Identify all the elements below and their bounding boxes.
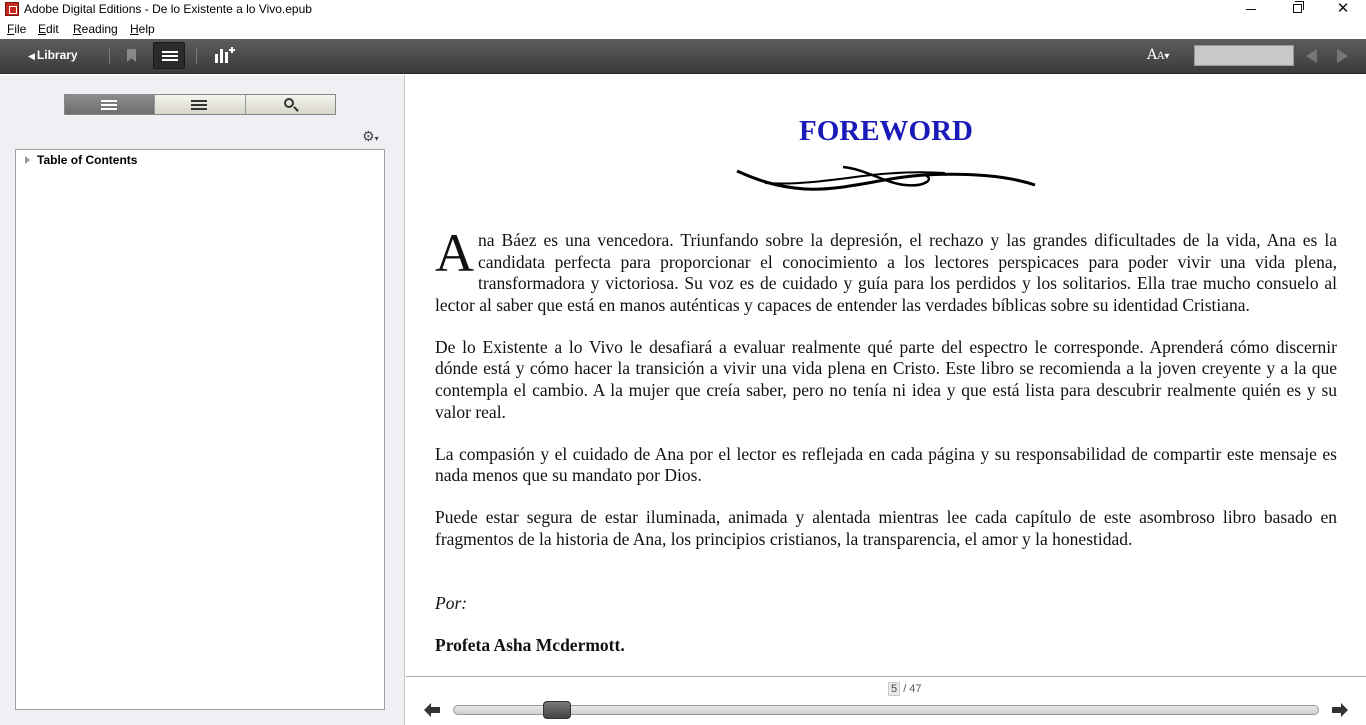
- sidebar: [0, 75, 405, 725]
- total-pages: / 47: [903, 683, 922, 695]
- author-name: Profeta Asha Mcdermott.: [435, 634, 625, 655]
- title-bar: [0, 0, 1366, 20]
- next-page-icon[interactable]: [1337, 49, 1348, 63]
- page-slider-thumb[interactable]: [543, 701, 571, 719]
- next-page-arrow-icon[interactable]: [1331, 702, 1349, 718]
- paragraph: Ana Báez es una vencedora. Triunfando sobre la depresión, el rechazo y las grandes dificultades de la vida, Ana es la candidata perfecta para proporcionar el conocimiento a los lectores perspicaces para poder vivir una vida plena, transformadora y victoriosa. Su voz es de cuidado y guía para los perdidos y los solitarios. Ella trae mucho consuelo al lector al saber que está en manos auténticas y capaces de entender las verdades bíblicas sobre su identidad Cristiana.: [435, 223, 1337, 315]
- drop-cap: A: [435, 223, 474, 283]
- search-input[interactable]: [1194, 45, 1294, 66]
- previous-page-icon[interactable]: [1306, 49, 1317, 63]
- page-slider[interactable]: [453, 705, 1319, 715]
- expand-triangle-icon[interactable]: [25, 156, 30, 164]
- ornament-flourish-icon: [735, 165, 1037, 199]
- toc-panel: [15, 149, 385, 710]
- chapter-heading: FOREWORD: [799, 115, 973, 147]
- back-arrow-icon: ◀: [28, 51, 35, 61]
- menu-bar: [0, 20, 1366, 39]
- tab-bookmarks[interactable]: [155, 95, 245, 114]
- bookmarks-list-icon: [191, 100, 207, 110]
- toolbar: [0, 39, 1366, 74]
- paragraph: La compasión y el cuidado de Ana por el lector es reflejada en cada página y su responsabilidad de compartir este mensaje es nada menos que su mandato por Dios.: [435, 443, 1337, 486]
- minimize-button[interactable]: [1228, 0, 1274, 20]
- toolbar-divider: [109, 48, 110, 64]
- library-button[interactable]: ◀ Library: [28, 48, 78, 62]
- minimize-icon: [1246, 9, 1256, 10]
- reading-pane: [406, 75, 1366, 676]
- paragraph: De lo Existente a lo Vivo le desafiará a evaluar realmente qué parte del espectro le corresponde. Aprenderá cómo discernir dónde está y cómo hacer la transición a vivir una vida plena en Cristo. Este libro se recomienda a la joven creyente y a la que contempla el cambio. A la mujer que creía saber, pero no tenía ni idea y que está lista para descubrir realmente quién es y su valor real.: [435, 336, 1337, 422]
- font-size-icon[interactable]: AA▾: [1147, 47, 1170, 63]
- page-navigation-bar: [406, 676, 1366, 725]
- restore-button[interactable]: [1274, 0, 1320, 20]
- toolbar-divider: [196, 48, 197, 64]
- toc-item-table-of-contents[interactable]: Table of Contents: [37, 153, 138, 167]
- toc-toggle-button[interactable]: [153, 42, 185, 69]
- menu-edit[interactable]: Edit: [38, 22, 59, 36]
- tab-toc[interactable]: [65, 95, 155, 114]
- window-title: Adobe Digital Editions - De lo Existente a lo Vivo.epub: [24, 2, 312, 16]
- close-icon: ✕: [1336, 0, 1350, 17]
- menu-help[interactable]: Help: [130, 22, 155, 36]
- close-button[interactable]: [1320, 0, 1366, 20]
- bookmark-icon[interactable]: [127, 49, 136, 62]
- menu-file[interactable]: File: [7, 22, 27, 36]
- app-icon: [5, 2, 19, 16]
- page-indicator: [888, 682, 922, 696]
- gear-icon[interactable]: ⚙▾: [362, 128, 379, 144]
- byline-label: Por:: [435, 592, 468, 613]
- restore-icon: [1293, 4, 1302, 13]
- tab-search[interactable]: [246, 95, 335, 114]
- list-icon: [101, 100, 117, 110]
- current-page-field[interactable]: 5: [888, 682, 900, 696]
- paragraph: Puede estar segura de estar iluminada, animada y alentada mientras lee cada capítulo de este asombroso libro basado en fragmentos de la historia de Ana, los principios cristianos, la transparencia, el amor y la honestidad.: [435, 507, 1337, 550]
- menu-reading[interactable]: Reading: [73, 22, 118, 36]
- book-text: [435, 223, 1337, 677]
- search-icon: [284, 98, 294, 108]
- previous-page-arrow-icon[interactable]: [423, 702, 441, 718]
- reading-stats-icon[interactable]: [215, 47, 235, 63]
- sidebar-view-switcher: [64, 94, 336, 115]
